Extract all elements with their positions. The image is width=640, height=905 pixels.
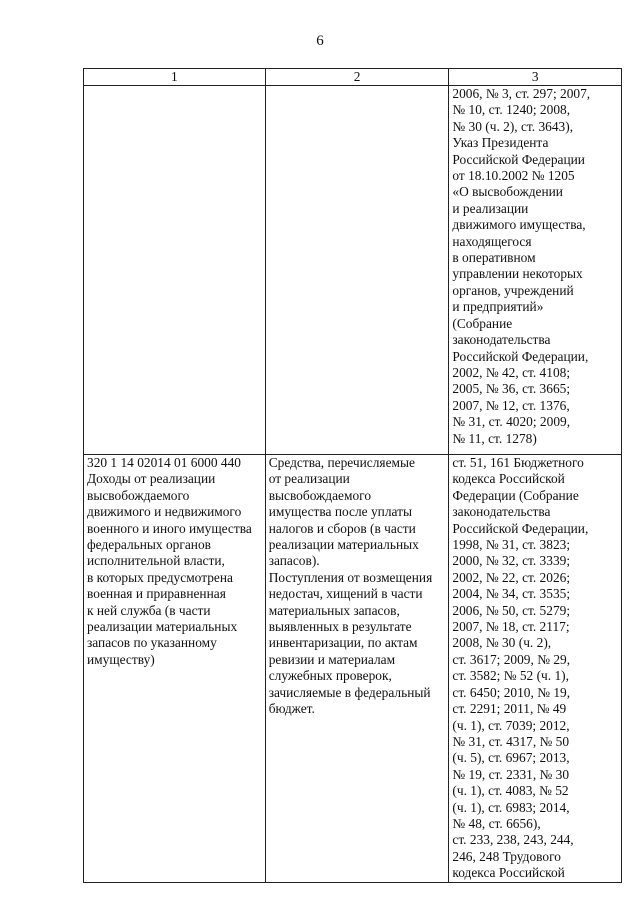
cell-text-line: 2000, № 32, ст. 3339; xyxy=(452,553,571,569)
cell-text-line: ст. 233, 238, 243, 244, xyxy=(452,832,574,848)
cell-text-line: 2006, № 50, ст. 5279; xyxy=(452,602,571,618)
cell-text-line: Федерации (Собрание xyxy=(452,487,579,503)
cell-text-line: материальных запасов, xyxy=(268,602,400,618)
cell-text-line: недостач, хищений в части xyxy=(268,586,423,602)
cell-text-line: исполнительной власти, xyxy=(87,553,225,569)
cell-text-line: (ч. 1), ст. 6983; 2014, xyxy=(452,799,570,815)
cell-text-line: высвобождаемого xyxy=(87,487,190,503)
column-header-1: 1 xyxy=(84,69,266,86)
cell-text-line: служебных проверок, xyxy=(268,668,392,684)
cell-text-line: от 18.10.2002 № 1205 xyxy=(452,168,575,184)
cell-text-line: законодательства xyxy=(452,504,551,520)
cell-text-line: Средства, перечисляемые xyxy=(268,455,415,470)
row1-col3-cell xyxy=(449,86,622,455)
cell-text-line: бюджет. xyxy=(268,701,315,717)
cell-text-line: зачисляемые в федеральный xyxy=(268,684,431,700)
cell-text-line: 1998, № 31, ст. 3823; xyxy=(452,537,571,553)
cell-text-line: 320 1 14 02014 01 6000 440 xyxy=(87,455,241,470)
cell-text-line: запасов по указанному xyxy=(87,635,217,651)
cell-text-line: федеральных органов xyxy=(87,537,211,553)
cell-text-line: 2005, № 36, ст. 3665; xyxy=(452,381,571,397)
cell-text-line: № 31, ст. 4317, № 50 xyxy=(452,733,570,749)
cell-text-line: № 48, ст. 6656), xyxy=(452,815,541,831)
cell-text-line: реализации материальных xyxy=(268,537,419,553)
cell-text-line: кодекса Российской xyxy=(452,471,565,487)
cell-text-line: к ней служба (в части xyxy=(87,602,211,618)
cell-text-line: находящегося xyxy=(452,233,532,249)
cell-text-line: кодекса Российской xyxy=(452,865,565,881)
cell-text-line: № 11, ст. 1278) xyxy=(452,430,537,446)
cell-text-line: имуществу) xyxy=(87,651,155,667)
table-row xyxy=(84,455,622,883)
table-header-row xyxy=(84,69,622,86)
row2-col3-cell xyxy=(449,455,622,883)
cell-text-line: 2007, № 18, ст. 2117; xyxy=(452,619,570,635)
cell-text-line: налогов и сборов (в части xyxy=(268,520,416,536)
cell-text-line: управлении некоторых xyxy=(452,266,583,282)
cell-text-line: выявленных в результате xyxy=(268,619,412,635)
cell-text-line: № 30 (ч. 2), ст. 3643), xyxy=(452,118,574,134)
cell-text-line: ст. 6450; 2010, № 19, xyxy=(452,684,571,700)
page-number: 6 xyxy=(316,33,324,49)
cell-text-line: в оперативном xyxy=(452,250,536,266)
cell-text-line: № 31, ст. 4020; 2009, xyxy=(452,414,571,430)
cell-text-line: ст. 3582; № 52 (ч. 1), xyxy=(452,668,569,684)
cell-text-line: 2002, № 22, ст. 2026; xyxy=(452,569,571,585)
cell-text-line: Российской Федерации, xyxy=(452,348,589,364)
cell-text-line: Российской Федерации xyxy=(452,151,585,167)
cell-text-line: имущества после уплаты xyxy=(268,504,412,520)
column-header-3: 3 xyxy=(449,69,622,86)
cell-text-line: запасов). xyxy=(268,553,320,569)
cell-text-line: от реализации xyxy=(268,471,350,487)
cell-text-line: движимого и недвижимого xyxy=(87,504,242,520)
cell-text-line: военного и иного имущества xyxy=(87,520,252,536)
cell-text-line: 2007, № 12, ст. 1376, xyxy=(452,397,570,413)
table-row xyxy=(84,86,622,455)
cell-text-line: ст. 2291; 2011, № 49 xyxy=(452,701,567,717)
cell-text-line: органов, учреждений xyxy=(452,282,574,298)
cell-text-line: 246, 248 Трудового xyxy=(452,848,561,864)
cell-text-line: Указ Президента xyxy=(452,135,549,151)
cell-text-line: реализации материальных xyxy=(87,619,238,635)
row1-col1-cell xyxy=(84,86,266,455)
row1-col2-cell xyxy=(265,86,449,455)
cell-text-line: Российской Федерации, xyxy=(452,520,589,536)
cell-text-line: (Собрание xyxy=(452,315,513,331)
row2-col2-cell xyxy=(265,455,449,883)
cell-text-line: законодательства xyxy=(452,332,551,348)
cell-text-line: Поступления от возмещения xyxy=(268,569,433,585)
cell-text-line: (ч. 1), ст. 7039; 2012, xyxy=(452,717,570,733)
cell-text-line: Доходы от реализации xyxy=(87,471,216,487)
cell-text-line: (ч. 1), ст. 4083, № 52 xyxy=(452,783,569,799)
cell-text-line: и реализации xyxy=(452,200,529,216)
column-header-2: 2 xyxy=(265,69,449,86)
cell-text-line: 2002, № 42, ст. 4108; xyxy=(452,364,571,380)
cell-text-line: № 10, ст. 1240; 2008, xyxy=(452,102,571,118)
cell-text-line: 2008, № 30 (ч. 2), xyxy=(452,635,552,651)
cell-text-line: высвобождаемого xyxy=(268,487,372,503)
cell-text-line: 2006, № 3, ст. 297; 2007, xyxy=(452,86,591,101)
cell-text-line: 2004, № 34, ст. 3535; xyxy=(452,586,571,602)
cell-text-line: движимого имущества, xyxy=(452,217,586,233)
cell-text-line: (ч. 5), ст. 6967; 2013, xyxy=(452,750,570,766)
cell-text-line: ревизии и материалам xyxy=(268,651,396,667)
cell-text-line: ст. 51, 161 Бюджетного xyxy=(452,455,584,470)
cell-text-line: инвентаризации, по актам xyxy=(268,635,418,651)
cell-text-line: и предприятий» xyxy=(452,299,544,315)
cell-text-line: военная и приравненная xyxy=(87,586,226,602)
document-table xyxy=(83,68,622,883)
cell-text-line: ст. 3617; 2009, № 29, xyxy=(452,651,571,667)
cell-text-line: в которых предусмотрена xyxy=(87,569,233,585)
row2-col1-cell xyxy=(84,455,266,883)
cell-text-line: № 19, ст. 2331, № 30 xyxy=(452,766,570,782)
cell-text-line: «О высвобождении xyxy=(452,184,563,200)
